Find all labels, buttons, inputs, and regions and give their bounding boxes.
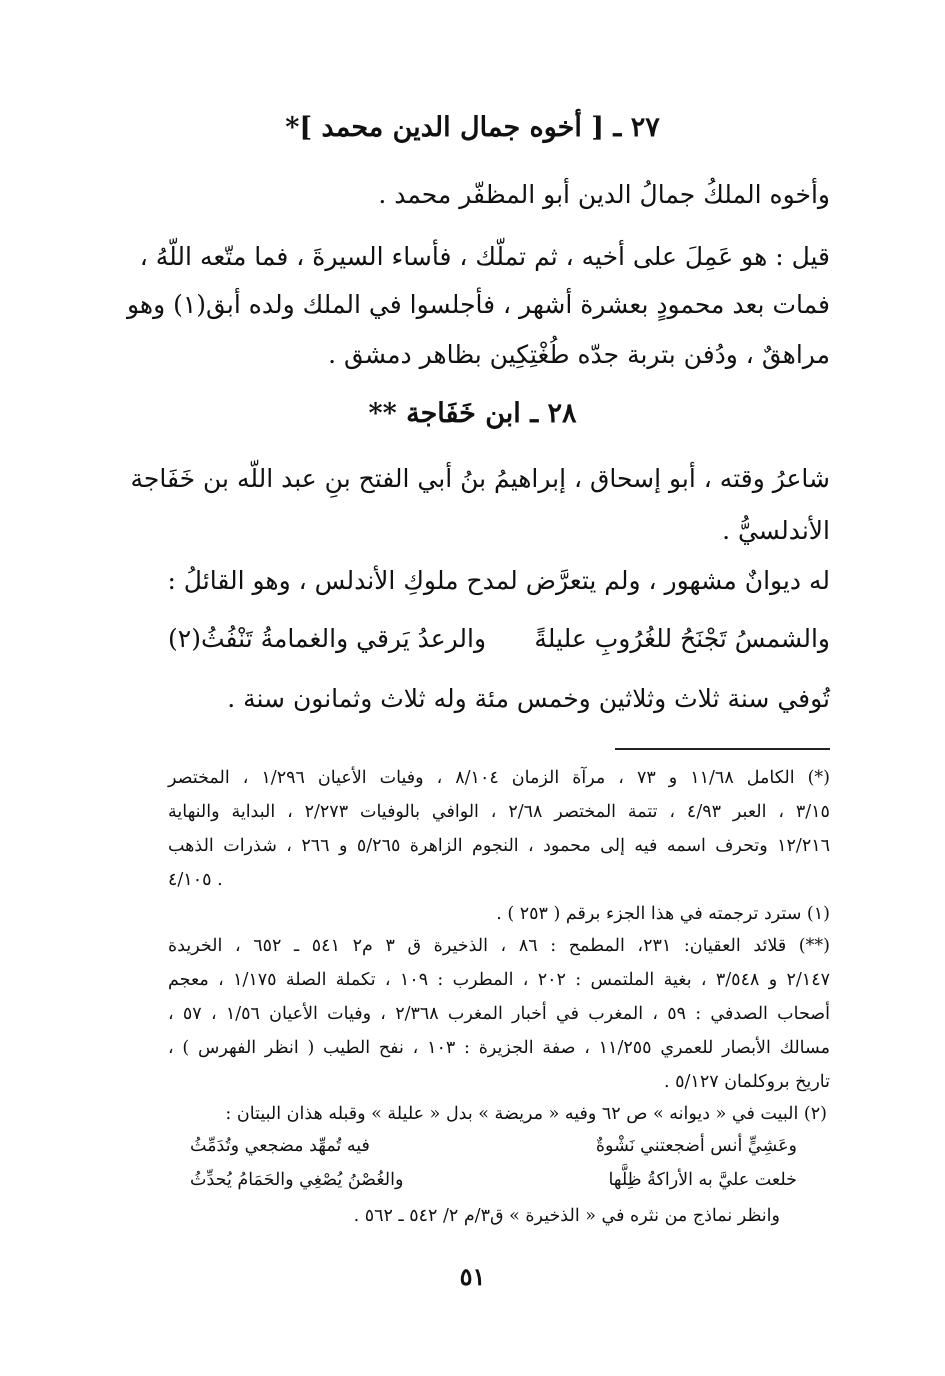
footnote-star2-line-5: تاريخ بروكلمان ٥/١٢٧ . xyxy=(664,1072,830,1092)
footnote-star2-line-3: أصحاب الصدفي : ٥٩ ، المغرب في أخبار المغرب ٢/٣٦٨ ، وفيات الأعيان ١/٥٦ ، ٥٧ ، xyxy=(168,1004,830,1024)
footnote-star1-line-2: ٣/١٥ ، العبر ٤/٩٣ ، تتمة المختصر ٢/٦٨ ، الوافي بالوفيات ٢/٢٧٣ ، البداية والنهاية xyxy=(168,802,830,822)
poem-hemistich-2: والرعدُ يَرقي والغمامةُ تَنْفُثُ(٢) xyxy=(168,624,487,653)
entry-27-line-4: مراهقٌ ، ودُفن بتربة جدّه طُغْتِكِين بظاهر دمشق . xyxy=(328,340,830,369)
footnote-2-verse-1b: فيه تُمهِّد مضجعي وتُدَمِّثُ xyxy=(190,1136,370,1156)
page-number: ٥١ xyxy=(459,1262,486,1291)
footnote-2-verse-2a: خلعت عليَّ به الأراكةُ ظِلَّها xyxy=(608,1170,797,1190)
entry-28-title: ٢٨ ـ ابن خَفَاجة ** xyxy=(368,398,577,429)
footnote-2-outro: وانظر نماذج من نثره في « الذخيرة » ق٣/م ٢/ ٥٤٢ ـ ٥٦٢ . xyxy=(353,1206,780,1226)
footnote-1: (١) سترد ترجمته في هذا الجزء برقم ( ٢٥٣ ) . xyxy=(496,904,830,924)
entry-28-line-3: له ديوانٌ مشهور ، ولم يتعرَّض لمدح ملوكِ الأندلس ، وهو القائلُ : xyxy=(167,566,830,595)
footnote-divider xyxy=(615,748,830,750)
poem-hemistich-1: والشمسُ تَجْنَحُ للغُرُوبِ عليلةً xyxy=(534,624,830,653)
entry-28-line-2: الأندلسيُّ . xyxy=(722,516,830,545)
entry-27-title: ٢٧ ـ [ أخوه جمال الدين محمد ]* xyxy=(285,112,660,143)
footnote-star2-line-1: (**) قلائد العقيان: ٢٣١، المطمح : ٨٦ ، الذخيرة ق ٣ م٢ ٥٤١ ـ ٦٥٢ ، الخريدة xyxy=(168,936,830,956)
entry-27-line-2: قيل : هو عَمِلَ على أخيه ، ثم تملّك ، فأساء السيرةَ ، فما متّعه اللّهُ ، xyxy=(139,242,830,271)
entry-27-line-3: فمات بعد محمودٍ بعشرة أشهر ، فأجلسوا في الملك ولده أبق(١) وهو xyxy=(126,290,830,319)
entry-28-line-1: شاعرُ وقته ، أبو إسحاق ، إبراهيمُ بنُ أبي الفتح بنِ عبد اللّه بن خَفَاجة xyxy=(130,464,830,493)
footnote-star1-line-4: ٤/١٠٥ . xyxy=(168,870,223,890)
entry-28-closing: تُوفي سنة ثلاث وثلاثين وخمس مئة وله ثلاث وثمانون سنة . xyxy=(227,684,830,713)
footnote-star1-line-3: ١٢/٢١٦ وتحرف اسمه فيه إلى محمود ، النجوم الزاهرة ٥/٢٦٥ و ٢٦٦ ، شذرات الذهب xyxy=(168,836,831,856)
footnote-star2-line-4: مسالك الأبصار للعمري ١١/٢٥٥ ، صفة الجزيرة : ١٠٣ ، نفح الطيب ( انظر الفهرس ) ، xyxy=(168,1038,831,1058)
footnote-star2-line-2: ٢/١٤٧ و ٣/٥٤٨ ، بغية الملتمس : ٢٠٢ ، المطرب : ١٠٩ ، تكملة الصلة ١/١٧٥ ، معجم xyxy=(168,970,830,990)
entry-27-line-1: وأخوه الملكُ جمالُ الدين أبو المظفّر محمد . xyxy=(378,180,830,209)
footnote-2-verse-1a: وعَشِيٍّ أنس أضجعتني نَشْوةٌ xyxy=(595,1136,797,1156)
footnote-2-verse-2b: والغُصْنُ يُصْغِي والحَمَامُ يُحدِّثُ xyxy=(190,1170,404,1190)
footnote-2-intro: (٢) البيت في « ديوانه » ص ٦٢ وفيه « مريضة » بدل « عليلة » وقبله هذان البيتان : xyxy=(225,1104,827,1124)
footnote-star1-line-1: (*) الكامل ١١/٦٨ و ٧٣ ، مرآة الزمان ٨/١٠٤ ، وفيات الأعيان ١/٢٩٦ ، المختصر xyxy=(168,768,830,788)
